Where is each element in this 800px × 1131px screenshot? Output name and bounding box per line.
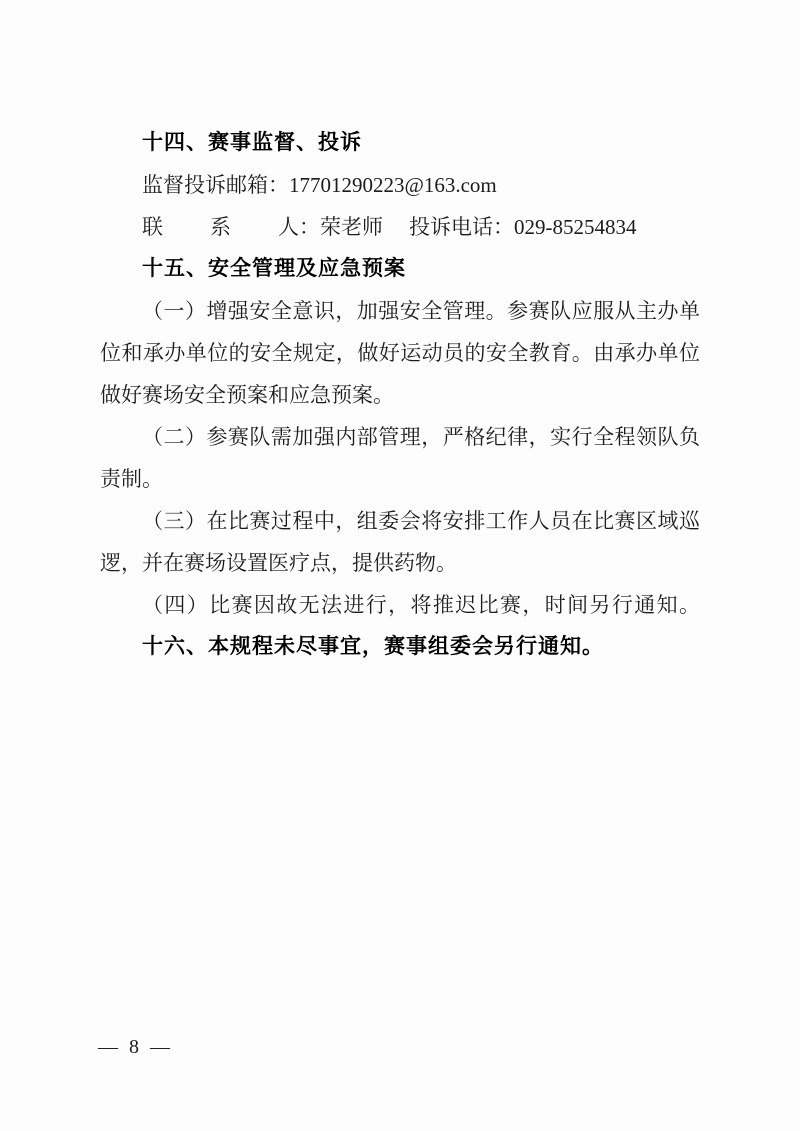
- page-number: — 8 —: [98, 1036, 173, 1058]
- phone-label: 投诉电话：: [409, 215, 514, 239]
- paragraph-3-line-1: （三）在比赛过程中，组委会将安排工作人员在比赛区域巡: [142, 509, 700, 533]
- email-value: 17701290223@163.com: [289, 173, 497, 197]
- paragraph-3: [100, 500, 700, 584]
- contact-name-value: 荣老师: [320, 215, 383, 239]
- paragraph-4-line-1: （四）比赛因故无法进行，将推迟比赛，时间另行通知。: [142, 593, 700, 617]
- email-label: 监督投诉邮箱：: [142, 173, 289, 197]
- phone-value: 029-85254834: [514, 215, 637, 239]
- section-16-heading: 十六、本规程未尽事宜，赛事组委会另行通知。: [142, 635, 604, 658]
- paragraph-1-line-2: 位和承办单位的安全规定，做好运动员的安全教育。由承办单位: [100, 341, 700, 365]
- section-14-heading: 十四、赛事监督、投诉: [142, 131, 362, 154]
- paragraph-1-line-3: 做好赛场安全预案和应急预案。: [100, 383, 394, 407]
- paragraph-3-line-2: 逻，并在赛场设置医疗点，提供药物。: [100, 551, 457, 575]
- paragraph-2-line-1: （二）参赛队需加强内部管理，严格纪律，实行全程领队负: [142, 425, 700, 449]
- paragraph-1: [100, 290, 700, 416]
- paragraph-2-line-2: 责制。: [100, 467, 163, 491]
- paragraph-2: [100, 416, 700, 500]
- section-15-heading: 十五、安全管理及应急预案: [142, 257, 406, 280]
- paragraph-4: [100, 584, 700, 626]
- contact-name-label: 联系人: [142, 215, 299, 239]
- contact-colon: ：: [299, 215, 320, 239]
- email-line: [100, 164, 700, 206]
- contact-line: [100, 206, 700, 248]
- paragraph-1-line-1: （一）增强安全意识，加强安全管理。参赛队应服从主办单: [142, 299, 700, 323]
